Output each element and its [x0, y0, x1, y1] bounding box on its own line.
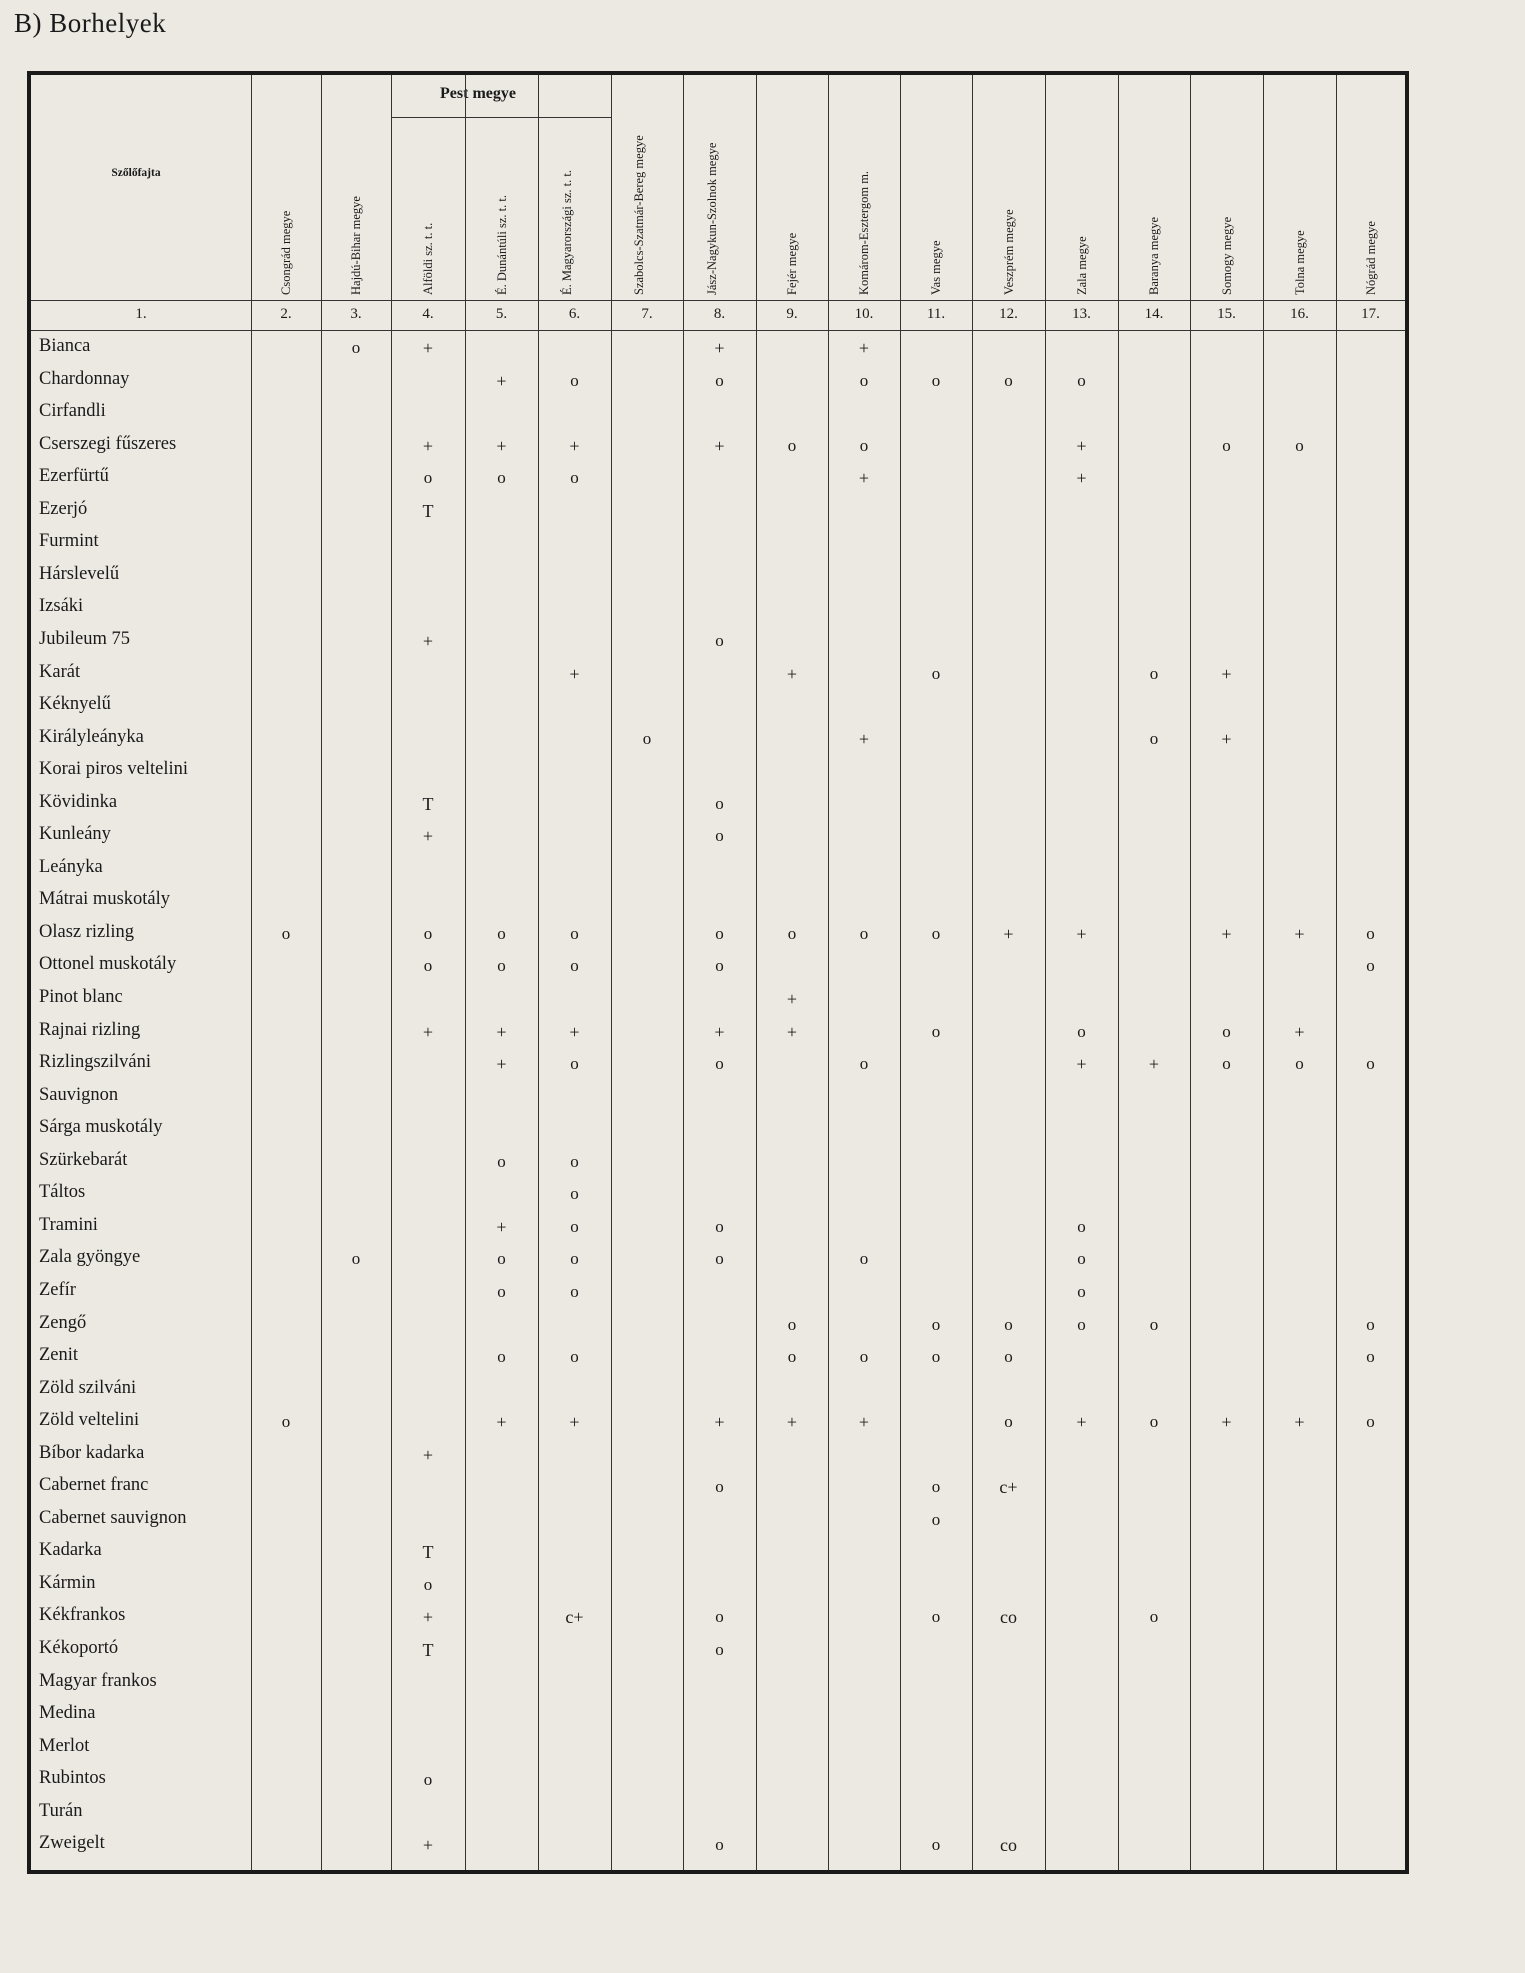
- table-cell: o: [1077, 1249, 1086, 1269]
- variety-name: Zala gyöngye: [39, 1247, 141, 1268]
- table-cell: o: [859, 1054, 869, 1074]
- column-divider: [1263, 75, 1264, 1870]
- table-cell: o: [859, 923, 869, 943]
- column-divider: [321, 75, 322, 1870]
- table-cell: o: [570, 370, 579, 390]
- table-cell: +: [569, 1021, 580, 1042]
- table-cell: +: [1148, 1054, 1160, 1075]
- column-divider: [756, 75, 757, 1870]
- table-cell: +: [1221, 1412, 1232, 1433]
- table-cell: o: [1366, 956, 1375, 976]
- table-cell: +: [858, 338, 870, 358]
- column-header: Szabolcs-Szatmár-Bereg megye: [632, 135, 646, 295]
- table-cell: o: [1077, 370, 1086, 390]
- variety-name: Cabernet franc: [39, 1475, 149, 1496]
- column-divider: [972, 75, 973, 1870]
- table-cell: o: [1366, 923, 1375, 943]
- table-cell: +: [1076, 468, 1087, 489]
- table-cell: o: [715, 793, 724, 813]
- column-number: 4.: [422, 306, 434, 322]
- table-cell: +: [1003, 923, 1014, 944]
- variety-name: Jubileum 75: [39, 628, 130, 649]
- variety-name: Korai piros veltelini: [39, 759, 188, 780]
- table-cell: +: [569, 1412, 580, 1433]
- table-cell: +: [714, 1021, 725, 1042]
- variety-name: Szürkebarát: [39, 1149, 128, 1170]
- column-number: 3.: [350, 306, 362, 322]
- variety-name: Zefír: [39, 1279, 76, 1300]
- column-header: Baranya megye: [1147, 216, 1161, 295]
- table-cell: +: [714, 1412, 725, 1433]
- table-cell: +: [1076, 1054, 1087, 1075]
- table-cell: T: [422, 1640, 434, 1660]
- table-cell: o: [1004, 1314, 1013, 1334]
- table-cell: +: [1221, 663, 1232, 684]
- table-cell: +: [496, 370, 507, 391]
- table-cell: o: [1004, 1347, 1013, 1367]
- table-cell: +: [569, 435, 580, 456]
- table-cell: +: [786, 1412, 798, 1433]
- table-cell: o: [570, 468, 579, 488]
- variety-name: Hárslevelű: [39, 563, 120, 584]
- variety-name: Kékoportó: [39, 1638, 119, 1658]
- column-header: Vas megye: [929, 240, 943, 295]
- table-cell: o: [787, 923, 797, 943]
- table-cell: o: [1366, 1412, 1375, 1432]
- table-cell: o: [570, 1281, 579, 1301]
- table-cell: +: [569, 663, 580, 684]
- pest-group-header: Pest megye: [440, 85, 516, 102]
- table-cell: +: [496, 1054, 507, 1075]
- table-cell: o: [715, 1640, 724, 1659]
- table-cell: o: [423, 956, 433, 976]
- variety-name: Merlot: [39, 1735, 90, 1756]
- table-cell: o: [570, 1249, 579, 1269]
- table-cell: o: [1149, 663, 1159, 683]
- variety-name: Cirfandli: [39, 401, 106, 422]
- column-divider: [465, 75, 466, 1870]
- variety-name: Ezerfürtű: [39, 466, 109, 487]
- column-number: 5.: [495, 306, 508, 322]
- column-number: 10.: [854, 306, 874, 322]
- variety-name: Tramini: [39, 1214, 98, 1235]
- column-divider: [391, 75, 392, 1870]
- column-header: Tolna megye: [1292, 230, 1307, 295]
- column-divider: [1045, 75, 1046, 1870]
- table-cell: o: [931, 370, 941, 390]
- column-number: 7.: [641, 306, 653, 322]
- table-cell: o: [570, 1151, 579, 1171]
- column-divider: [828, 75, 829, 1870]
- column-number: 8.: [713, 306, 726, 322]
- table-cell: o: [1295, 435, 1304, 455]
- column-number: 13.: [1072, 306, 1091, 322]
- column-divider: [683, 75, 684, 1870]
- column-divider: [611, 75, 612, 1870]
- variety-name: Medina: [39, 1703, 96, 1724]
- table-cell: +: [422, 1835, 434, 1856]
- table-cell: o: [859, 370, 869, 390]
- table-cell: o: [1004, 370, 1013, 390]
- table-cell: o: [931, 1347, 941, 1367]
- table-cell: o: [1222, 1021, 1231, 1041]
- table-cell: o: [715, 1607, 724, 1627]
- variety-name: Rubintos: [39, 1768, 106, 1789]
- page-title: B) Borhelyek: [14, 8, 167, 38]
- number-row-divider: [31, 330, 1405, 331]
- variety-name: Leányka: [39, 856, 103, 877]
- table-cell: +: [1076, 435, 1087, 456]
- table-cell: +: [714, 338, 725, 358]
- column-header: É. Dunántúli sz. t. t.: [494, 195, 509, 295]
- table-cell: o: [931, 1314, 941, 1334]
- table-cell: o: [570, 923, 579, 943]
- variety-name: Zweigelt: [39, 1833, 105, 1854]
- table-cell: o: [570, 1054, 579, 1074]
- table-cell: o: [931, 1477, 941, 1497]
- variety-name: Királyleányka: [39, 726, 144, 747]
- table-cell: o: [351, 1249, 361, 1269]
- table-cell: o: [1222, 435, 1231, 455]
- table-cell: o: [423, 468, 433, 488]
- table-cell: o: [570, 1347, 579, 1367]
- column-number: 9.: [786, 306, 798, 322]
- column-number: 15.: [1217, 306, 1236, 322]
- table-cell: o: [423, 1574, 433, 1594]
- variety-name: Kármin: [39, 1572, 96, 1593]
- table-cell: +: [496, 1216, 507, 1237]
- variety-name: Kékfrankos: [39, 1605, 126, 1626]
- table-cell: o: [1366, 1314, 1375, 1334]
- table-cell: +: [422, 630, 434, 651]
- column-header: Zala megye: [1074, 236, 1089, 295]
- table-cell: o: [931, 663, 941, 683]
- variety-name: Ezerjó: [39, 498, 88, 519]
- table-cell: +: [1221, 923, 1232, 944]
- table-cell: o: [1149, 1314, 1159, 1334]
- variety-name: Sauvignon: [39, 1084, 119, 1105]
- variety-name: Zöld veltelini: [39, 1410, 140, 1431]
- column-header: Hajdú-Bihar megye: [349, 196, 363, 295]
- table-cell: o: [931, 1509, 941, 1529]
- table-cell: o: [787, 1314, 797, 1334]
- variety-name: Mátrai muskotály: [39, 889, 171, 910]
- column-header: Veszprém megye: [1001, 209, 1016, 295]
- table-cell: o: [423, 1770, 433, 1790]
- table-cell: o: [787, 435, 797, 455]
- table-cell: o: [497, 1249, 506, 1269]
- column-header: Csongrád megye: [279, 210, 293, 295]
- column-header: Komárom-Esztergom m.: [857, 170, 871, 295]
- first-column-header: Szőlőfajta: [111, 167, 161, 179]
- table-cell: o: [642, 728, 652, 748]
- column-number: 6.: [568, 306, 581, 322]
- table-cell: T: [422, 793, 434, 814]
- table-cell: co: [1000, 1835, 1017, 1856]
- table-cell: o: [931, 1607, 941, 1627]
- table-cell: o: [1366, 1347, 1375, 1367]
- variety-name: Pinot blanc: [39, 987, 123, 1007]
- table-cell: +: [1294, 923, 1305, 944]
- column-header: Nógrád megye: [1363, 221, 1378, 295]
- column-divider: [900, 75, 901, 1870]
- table-cell: o: [1149, 1412, 1159, 1432]
- table-cell: c+: [565, 1607, 584, 1628]
- table-cell: o: [787, 1347, 797, 1367]
- table-cell: o: [1077, 1281, 1086, 1301]
- column-number: 14.: [1144, 306, 1164, 322]
- table-cell: o: [1295, 1054, 1304, 1074]
- table-cell: o: [570, 1216, 579, 1236]
- table-cell: o: [1077, 1216, 1086, 1236]
- table-cell: o: [497, 468, 506, 488]
- column-header: É. Magyarországi sz. t. t.: [559, 170, 574, 295]
- table-cell: +: [422, 338, 434, 358]
- table-cell: o: [497, 1281, 506, 1301]
- table-cell: o: [715, 630, 724, 650]
- table-cell: o: [497, 1151, 506, 1171]
- column-divider: [538, 75, 539, 1870]
- table-cell: +: [422, 1021, 434, 1042]
- table-cell: o: [1149, 1607, 1159, 1627]
- column-number: 1.: [135, 306, 147, 322]
- table-cell: o: [497, 956, 506, 976]
- table-cell: o: [1004, 1412, 1013, 1432]
- column-divider: [1190, 75, 1191, 1870]
- table-cell: T: [422, 1542, 434, 1563]
- table-cell: +: [858, 1412, 870, 1433]
- column-header: Fejér megye: [785, 232, 799, 295]
- variety-name: Cserszegi fűszeres: [39, 433, 177, 454]
- table-cell: o: [715, 826, 724, 846]
- column-number: 17.: [1361, 306, 1380, 322]
- table-cell: o: [859, 1347, 869, 1367]
- variety-name: Táltos: [39, 1182, 86, 1203]
- variety-name: Zenit: [39, 1345, 79, 1366]
- variety-name: Zengő: [39, 1312, 87, 1333]
- table-cell: c+: [999, 1477, 1018, 1498]
- table-cell: o: [1077, 1021, 1086, 1041]
- table-cell: +: [786, 989, 798, 1009]
- table-cell: o: [931, 1021, 941, 1041]
- column-number: 2.: [280, 306, 292, 322]
- table-cell: +: [786, 663, 798, 684]
- variety-name: Magyar frankos: [39, 1670, 157, 1691]
- table-cell: o: [931, 1835, 941, 1855]
- table-cell: +: [714, 435, 725, 456]
- table-cell: +: [496, 1021, 507, 1042]
- table-cell: co: [1000, 1607, 1017, 1628]
- table-cell: o: [497, 923, 506, 943]
- table-cell: +: [1221, 728, 1232, 749]
- table-cell: o: [715, 1477, 724, 1497]
- column-header: Alföldi sz. t. t.: [421, 222, 435, 295]
- table-cell: +: [422, 826, 434, 847]
- column-divider: [251, 75, 252, 1870]
- table-cell: o: [1366, 1054, 1375, 1074]
- variety-name: Bianca: [39, 336, 91, 356]
- variety-name: Izsáki: [39, 596, 84, 617]
- column-number: 12.: [999, 306, 1018, 322]
- table-cell: o: [281, 923, 291, 943]
- variety-name: Kadarka: [39, 1540, 102, 1561]
- table-cell: +: [422, 435, 434, 456]
- variety-name: Zöld szilváni: [39, 1377, 137, 1398]
- variety-name: Bíbor kadarka: [39, 1442, 145, 1463]
- table-cell: o: [715, 956, 724, 976]
- group-divider: [391, 117, 611, 118]
- table-cell: o: [497, 1347, 506, 1367]
- table-cell: +: [1076, 1412, 1087, 1433]
- variety-name: Cabernet sauvignon: [39, 1507, 187, 1528]
- table-cell: o: [859, 1249, 869, 1269]
- column-divider: [1118, 75, 1119, 1870]
- table-cell: o: [715, 1249, 724, 1269]
- variety-name: Furmint: [39, 531, 99, 552]
- table-cell: o: [281, 1412, 291, 1432]
- variety-name: Turán: [39, 1800, 83, 1821]
- variety-name: Olasz rizling: [39, 921, 135, 942]
- column-header: Somogy megye: [1219, 216, 1234, 295]
- table-cell: +: [786, 1021, 798, 1042]
- variety-name: Rizlingszilváni: [39, 1052, 152, 1073]
- variety-name: Ottonel muskotály: [39, 954, 177, 975]
- variety-name: Sárga muskotály: [39, 1117, 163, 1138]
- table-cell: o: [570, 1184, 579, 1204]
- table-cell: o: [351, 338, 361, 357]
- table-cell: +: [1294, 1412, 1305, 1433]
- table-cell: +: [496, 435, 507, 456]
- table-cell: o: [715, 1216, 724, 1236]
- variety-name: Rajnai rizling: [39, 1019, 141, 1040]
- table-cell: o: [1222, 1054, 1231, 1074]
- table-cell: +: [1076, 923, 1087, 944]
- variety-name: Karát: [39, 661, 81, 682]
- table-cell: o: [859, 435, 869, 455]
- table-cell: T: [422, 500, 434, 521]
- column-divider: [1336, 75, 1337, 1870]
- column-number: 16.: [1290, 306, 1309, 322]
- variety-name: Kunleány: [39, 824, 111, 845]
- table-cell: +: [858, 468, 870, 489]
- table-cell: o: [1149, 728, 1159, 748]
- table-cell: +: [496, 1412, 507, 1433]
- table-cell: o: [715, 370, 724, 390]
- variety-name: Chardonnay: [39, 368, 130, 389]
- table-cell: o: [1077, 1314, 1086, 1334]
- table-cell: o: [715, 1835, 724, 1855]
- column-number: 11.: [926, 306, 946, 322]
- table-cell: o: [715, 1054, 724, 1074]
- wine-region-table: [27, 71, 1409, 1874]
- table-cell: +: [422, 1607, 434, 1628]
- table-cell: o: [423, 923, 433, 943]
- table-cell: o: [715, 923, 724, 943]
- table-cell: o: [931, 923, 941, 943]
- variety-name: Kéknyelű: [39, 694, 111, 715]
- table-cell: o: [570, 956, 579, 976]
- header-divider: [31, 300, 1405, 301]
- table-cell: +: [1294, 1021, 1305, 1042]
- column-header: Jász-Nagykun-Szolnok megye: [704, 142, 719, 295]
- table-cell: +: [858, 728, 870, 749]
- table-cell: +: [422, 1444, 434, 1465]
- variety-name: Kövidinka: [39, 791, 118, 812]
